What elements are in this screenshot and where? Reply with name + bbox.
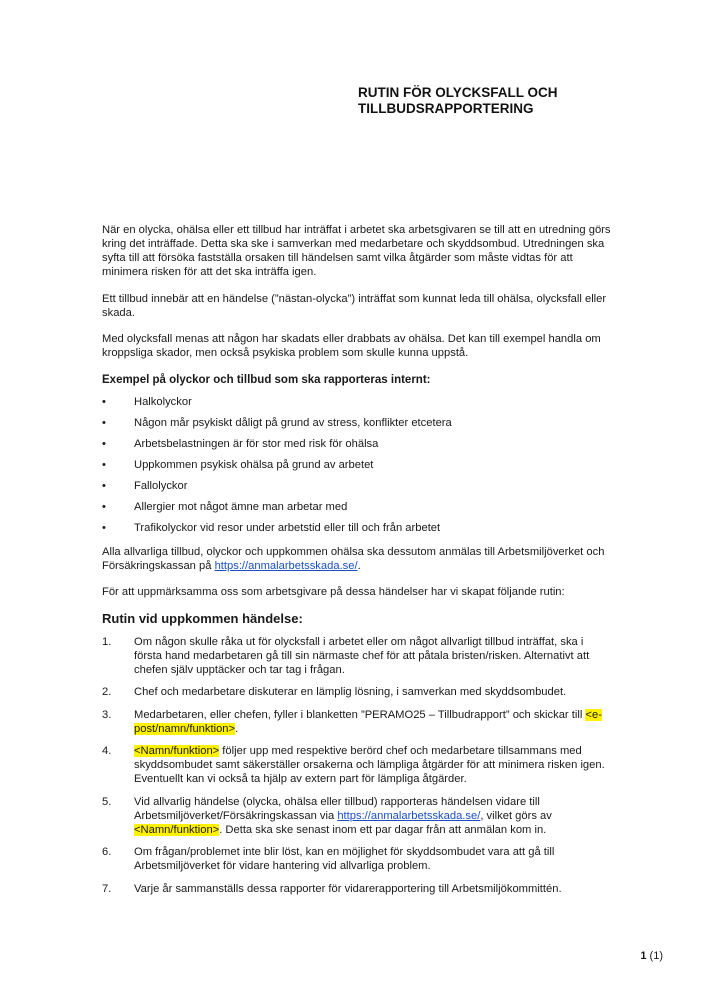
anmalarbetsskada-link[interactable]: https://anmalarbetsskada.se/ [214,559,358,572]
reporting-paragraph-2: För att uppmärksamma oss som arbetsgivare på dessa händelser har vi skapat följande rutin: [102,586,565,598]
reporting-paragraph-1: Alla allvarliga tillbud, olyckor och uppkommen ohälsa ska dessutom anmälas till Arbetsmiljöverket och Försäkringskassan på https://anmalarbetsskada.se/. [102,545,605,572]
step-item [102,635,612,677]
document-body [102,223,612,904]
routine-steps [102,635,612,896]
step-text: Medarbetaren, eller chefen, fyller i blanketten ”PERAMO25 – Tillbudrapport” och skickar till <e-post/namn/funktion>. [134,708,602,735]
step-item [102,744,612,786]
step-item [102,795,612,837]
step-number: 4. [102,745,112,757]
step-text: <Namn/funktion> följer upp med respektive berörd chef och medarbetare tillsammans med skyddsombudet samt säkerställer orsakerna och lämpliga åtgärder för att minimera risken igen. Eventuellt kan vi också ta hjälp av extern part för lämpliga åtgärder. [134,745,605,785]
step-number: 7. [102,882,112,895]
step-number: 6. [102,846,112,858]
intro-paragraph-3: Med olycksfall menas att någon har skadats eller drabbats av ohälsa. Det kan till exempel handla om kroppsliga skador, men också psykiska problem som skulle kunna uppstå. [102,333,601,359]
page-current: 1 [640,950,647,962]
list-item: • Trafikolyckor vid resor under arbetstid eller till och från arbetet [102,521,441,534]
list-item: • Fallolyckor [102,479,188,492]
list-item: • Allergier mot något ämne man arbetar med [102,500,348,513]
highlighted-placeholder: <e-post/namn/funktion> [134,708,602,735]
list-item: • Halkolyckor [102,395,192,408]
routine-heading: Rutin vid uppkommen händelse: [102,610,303,626]
title-line-1: RUTIN FÖR OLYCKSFALL OCH [358,85,558,100]
page-number [640,950,663,962]
bullet-icon: • [102,395,106,408]
step-text: Om frågan/problemet inte blir löst, kan en möjlighet för skyddsombudet vara att gå till Arbetsmiljöverket för vidare hantering vid allvarliga problem. [134,846,555,872]
anmalarbetsskada-link[interactable]: https://anmalarbetsskada.se/ [337,809,481,822]
bullet-icon: • [102,500,106,513]
examples-list [102,395,612,535]
step-item [102,685,612,699]
document-title [358,85,678,117]
highlighted-placeholder: <Namn/funktion> [134,823,220,836]
step-item [102,845,612,873]
step-text: Om någon skulle råka ut för olycksfall i arbetet eller om något allvarligt tillbud inträffat, ska i första hand medarbetaren gå till sin närmaste chef för att påtala bristen/risken. Alternativt att chefen själv upptäcker och tar tag i frågan. [134,635,590,676]
step-number: 1. [102,635,112,648]
bullet-icon: • [102,416,106,429]
bullet-icon: • [102,458,106,471]
page-total: (1) [649,950,663,962]
list-item: • Någon mår psykiskt dåligt på grund av stress, konflikter etcetera [102,416,452,429]
bullet-icon: • [102,437,106,450]
bullet-icon: • [102,521,106,534]
step-number: 5. [102,795,112,808]
step-item [102,882,612,896]
title-line-2: TILLBUDSRAPPORTERING [358,101,534,116]
step-text: Varje år sammanställs dessa rapporter för vidarerapportering till Arbetsmiljökommittén. [134,882,562,895]
list-item: • Uppkommen psykisk ohälsa på grund av arbetet [102,458,374,471]
bullet-icon: • [102,479,106,492]
step-number: 3. [102,708,112,721]
highlighted-placeholder: <Namn/funktion> [134,745,220,757]
list-item: • Arbetsbelastningen är för stor med risk för ohälsa [102,437,379,450]
step-number: 2. [102,686,112,698]
step-text: Chef och medarbetare diskuterar en lämplig lösning, i samverkan med skyddsombudet. [134,686,567,698]
intro-paragraph-2: Ett tillbud innebär att en händelse (”nästan-olycka”) inträffat som kunnat leda till ohälsa, olycksfall eller skada. [102,292,607,319]
intro-paragraph-1: När en olycka, ohälsa eller ett tillbud har inträffat i arbetet ska arbetsgivaren se till att en utredning görs kring det inträffade. Detta ska ske i samverkan med medarbetare och skyddsombud. Utredningen ska syfta till att försöka fastställa orsaken till händelsen samt vilka åtgärder som måste vidtas för att minimera risken för att det ska inträffa igen. [102,224,611,278]
step-text: Vid allvarlig händelse (olycka, ohälsa eller tillbud) rapporteras händelsen vidare till Arbetsmiljöverket/Försäkringskassan via https://anmalarbetsskada.se/, vilket görs av <Namn/funktion>. Detta ska ske senast inom ett par dagar från att anmälan kom in. [134,795,552,836]
examples-heading: Exempel på olyckor och tillbud som ska rapporteras internt: [102,373,431,386]
step-item [102,708,612,736]
